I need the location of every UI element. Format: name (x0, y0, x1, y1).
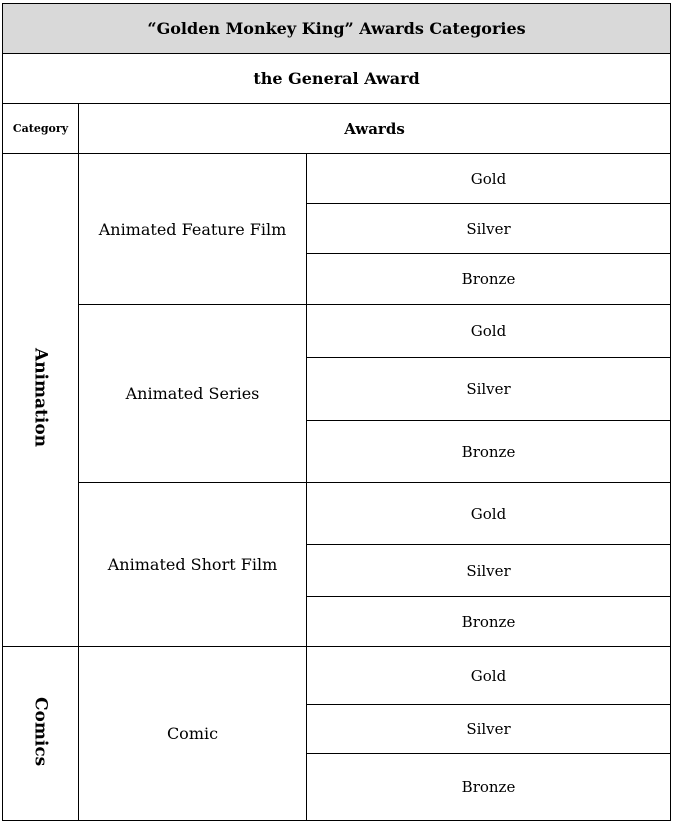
table-title: “Golden Monkey King” Awards Categories (3, 4, 671, 54)
award-group-label: Animated Series (79, 305, 307, 483)
medal-cell: Gold (307, 647, 671, 705)
medal-cell: Silver (307, 204, 671, 254)
medal-cell: Bronze (307, 421, 671, 483)
category-label: Comics (30, 696, 51, 767)
table-row (3, 647, 671, 705)
award-group-label: Comic (79, 647, 307, 821)
medal-cell: Silver (307, 358, 671, 421)
medal-cell: Gold (307, 154, 671, 204)
medal-cell: Bronze (307, 597, 671, 647)
table-row (3, 154, 671, 204)
medal-cell: Bronze (307, 754, 671, 821)
category-cell-animation (3, 154, 79, 647)
table-row (3, 483, 671, 545)
medal-cell: Silver (307, 545, 671, 597)
award-group-label: Animated Feature Film (79, 154, 307, 305)
table-header-row (3, 104, 671, 154)
medal-cell: Bronze (307, 254, 671, 305)
category-header: Category (3, 104, 79, 154)
table-title-row (3, 4, 671, 54)
medal-cell: Gold (307, 305, 671, 358)
medal-cell: Gold (307, 483, 671, 545)
table-subtitle-row (3, 54, 671, 104)
medal-cell: Silver (307, 705, 671, 754)
award-group-label: Animated Short Film (79, 483, 307, 647)
awards-categories-table (2, 3, 671, 821)
category-label: Animation (30, 348, 51, 448)
table-row (3, 305, 671, 358)
table-subtitle: the General Award (3, 54, 671, 104)
category-cell-comics (3, 647, 79, 821)
awards-header: Awards (79, 104, 671, 154)
